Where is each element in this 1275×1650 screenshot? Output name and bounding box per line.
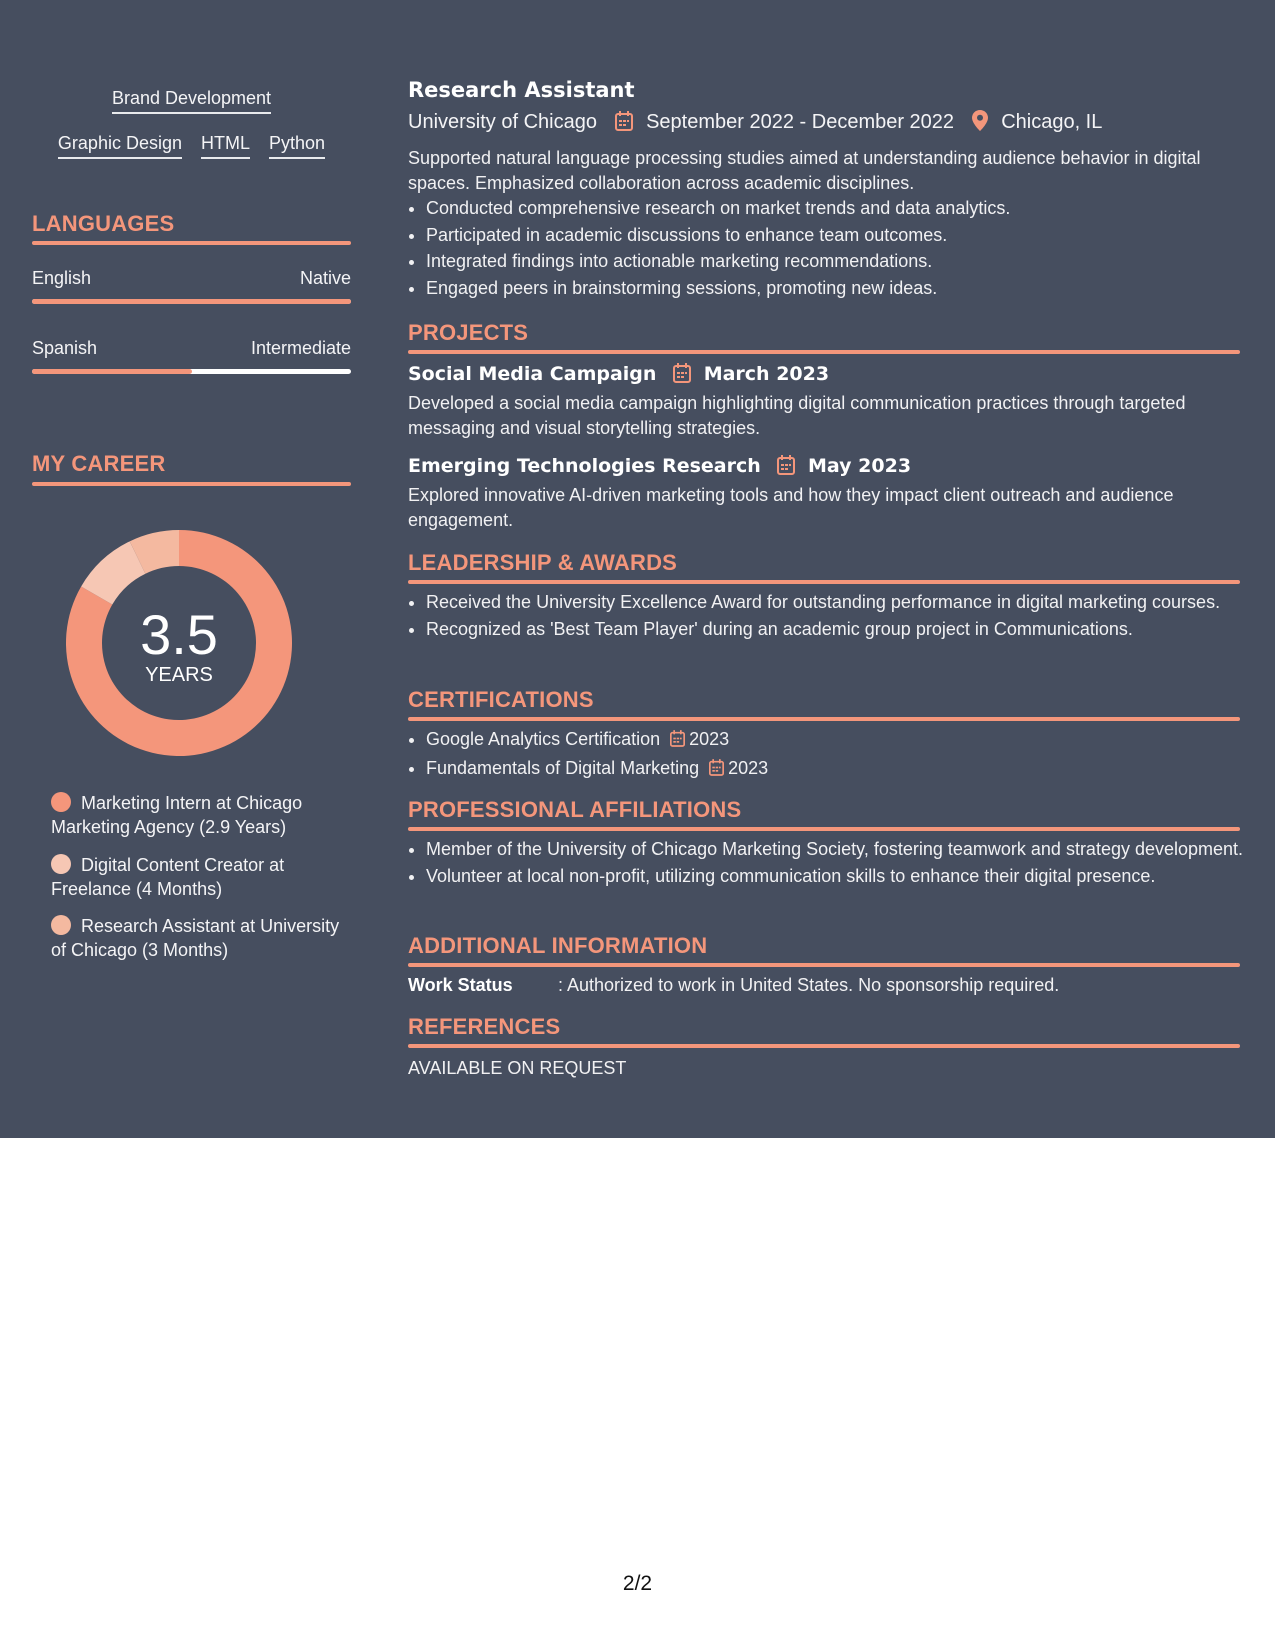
career-legend-item (51, 914, 351, 962)
job-bullet: • Engaged peers in brainstorming sessions, promoting new ideas. (426, 275, 1258, 302)
certification-name: Google Analytics Certification (426, 729, 661, 749)
language-name: Spanish (32, 338, 98, 358)
legend-dot (51, 792, 71, 812)
certification-item (426, 726, 1258, 755)
additional-rule (408, 963, 1240, 967)
job-bullet: • Participated in academic discussions to enhance team outcomes. (426, 222, 1258, 249)
skills-row-1 (32, 88, 351, 114)
affiliation-item: • Member of the University of Chicago Marketing Society, fostering teamwork and strategy development. (426, 837, 1258, 862)
legend-label: Marketing Intern at Chicago Marketing Agency (2.9 Years) (51, 793, 303, 837)
work-status-label: Work Status (408, 975, 513, 995)
language-english (32, 268, 351, 289)
page-number: 2/2 (622, 1572, 653, 1595)
job-location: Chicago, IL (1001, 111, 1103, 133)
job-bullet: • Conducted comprehensive research on market trends and data analytics. (426, 195, 1258, 222)
calendar-icon (709, 757, 724, 784)
additional-title: ADDITIONAL INFORMATION (408, 933, 708, 958)
project-name: Social Media Campaign (408, 363, 657, 385)
skill-tag: Python (269, 133, 325, 159)
calendar-icon (670, 728, 685, 755)
language-spanish (32, 338, 351, 359)
affiliation-item: • Volunteer at local non-profit, utilizing communication skills to enhance their digital presence. (426, 864, 1258, 889)
donut-center (66, 530, 292, 756)
calendar-icon (673, 363, 691, 388)
affiliations-list (408, 837, 1258, 889)
skill-tag: HTML (201, 133, 250, 159)
project-date: March 2023 (703, 363, 830, 385)
work-status-value: : Authorized to work in United States. No sponsorship required. (558, 975, 1060, 995)
project-title (408, 455, 911, 480)
certifications-rule (408, 717, 1240, 721)
language-level: Intermediate (250, 338, 351, 358)
certification-item (426, 755, 1258, 784)
job-title: Research Assistant (408, 78, 635, 102)
legend-dot (51, 854, 71, 874)
project-date: May 2023 (808, 455, 912, 477)
certification-year: 2023 (689, 729, 730, 749)
award-item: • Received the University Excellence Award for outstanding performance in digital marketing courses. (426, 590, 1258, 615)
legend-label: Research Assistant at University of Chicago (3 Months) (51, 916, 340, 960)
legend-label: Digital Content Creator at Freelance (4 Months) (51, 855, 285, 899)
languages-title: LANGUAGES (32, 211, 175, 236)
certification-year: 2023 (728, 757, 769, 778)
legend-dot (51, 915, 71, 935)
skills-row-2 (32, 133, 351, 159)
awards-title: LEADERSHIP & AWARDS (408, 550, 678, 575)
job-summary: Supported natural language processing studies aimed at understanding audience behavior in digital spaces. Emphasized collaboration across academic disciplines. (408, 148, 1201, 193)
career-title: MY CAREER (32, 451, 166, 476)
location-pin-icon (972, 110, 988, 137)
job-bullets (408, 195, 1258, 301)
job-organization: University of Chicago (408, 111, 597, 133)
references-rule (408, 1044, 1240, 1048)
projects-rule (408, 350, 1240, 354)
language-english-bar (32, 299, 351, 304)
affiliations-title: PROFESSIONAL AFFILIATIONS (408, 797, 742, 822)
language-level: Native (299, 268, 351, 288)
job-bullet: • Integrated findings into actionable marketing recommendations. (426, 248, 1258, 275)
language-name: English (32, 268, 92, 288)
project-desc: Developed a social media campaign highlighting digital communication practices through targeted messaging and visual storytelling strategies. (408, 393, 1186, 438)
project-title (408, 363, 829, 388)
references-title: REFERENCES (408, 1014, 561, 1039)
career-legend-item (51, 853, 351, 901)
awards-rule (408, 580, 1240, 584)
career-rule (32, 482, 351, 486)
award-item: • Recognized as 'Best Team Player' during an academic group project in Communications. (426, 617, 1258, 642)
certification-name: Fundamentals of Digital Marketing (426, 757, 700, 778)
certifications-list (408, 726, 1258, 783)
language-spanish-bar-fill (32, 369, 192, 374)
calendar-icon (615, 111, 633, 137)
career-donut-chart (66, 530, 292, 756)
project-desc: Explored innovative AI-driven marketing tools and how they impact client outreach and audience engagement. (408, 485, 1174, 530)
skill-tag: Brand Development (112, 88, 271, 114)
job-meta (408, 110, 1102, 137)
calendar-icon (777, 455, 795, 480)
projects-title: PROJECTS (408, 320, 529, 345)
language-spanish-bar (32, 369, 351, 374)
career-total-unit: YEARS (145, 664, 213, 686)
skill-tag: Graphic Design (58, 133, 182, 159)
awards-list (408, 590, 1258, 642)
language-english-bar-fill (32, 299, 351, 304)
references-text: AVAILABLE ON REQUEST (408, 1058, 627, 1078)
certifications-title: CERTIFICATIONS (408, 687, 594, 712)
project-name: Emerging Technologies Research (408, 455, 761, 477)
career-legend-item (51, 791, 351, 839)
job-dates: September 2022 - December 2022 (646, 111, 955, 133)
languages-rule (32, 241, 351, 245)
career-total-years: 3.5 (140, 603, 218, 666)
affiliations-rule (408, 827, 1240, 831)
